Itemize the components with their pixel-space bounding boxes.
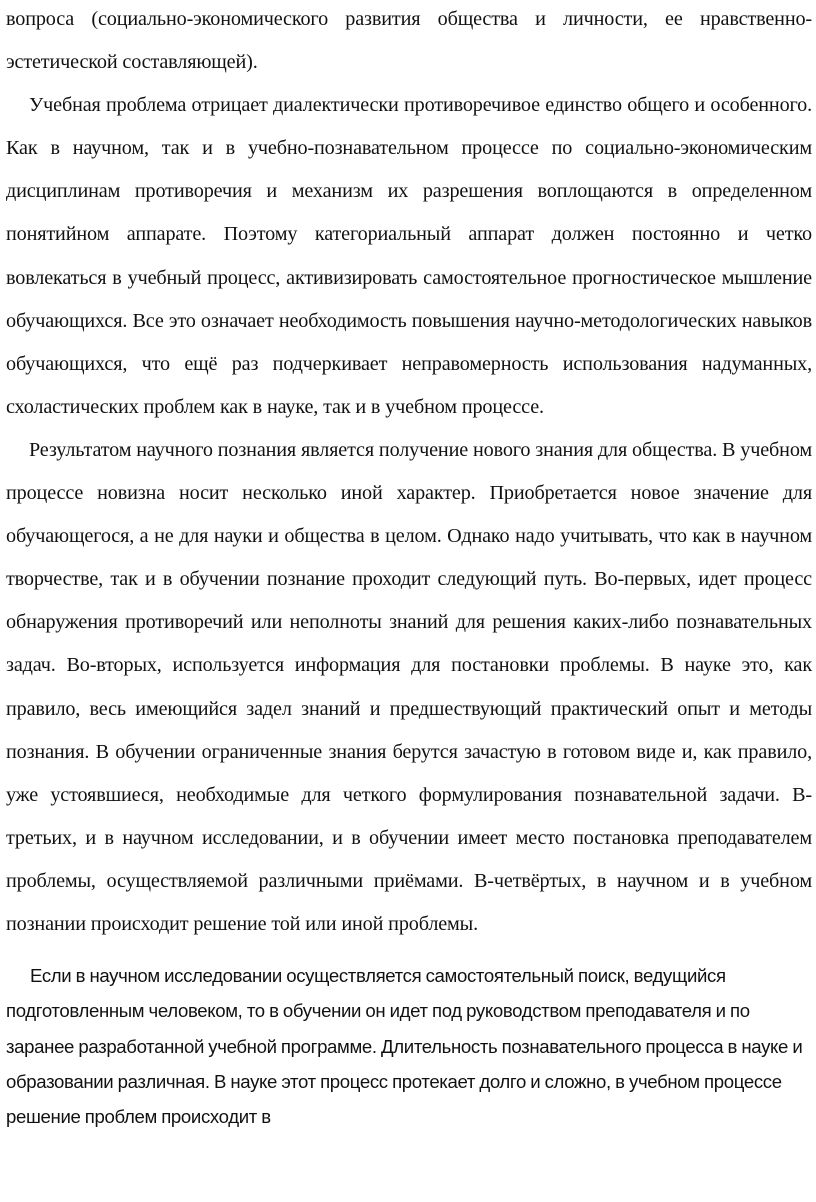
paragraph-continuation: вопроса (социально-экономического развития общества и личности, ее нравственно-эстетической составляющей). xyxy=(6,8,812,74)
paragraph-educational-problem: Учебная проблема отрицает диалектически противоречивое единство общего и особенного. Как в научном, так и в учебно-познавательном процессе по социально-экономическим дисциплинам противоречия и механизм их разрешения воплощаются в определенном понятийном аппарате. Поэтому категориальный аппарат должен постоянно и четко вовлекаться в учебный процесс, активизировать самостоятельное прогностическое мышление обучающихся. Все это означает необходимость повышения научно-методологических навыков обучающихся, что ещё раз подчеркивает неправомерность использования надуманных, схоластических проблем как в науке, так и в учебном процессе. xyxy=(6,94,812,418)
paragraph-scientific-cognition: Результатом научного познания является получение нового знания для общества. В учебном процессе новизна носит несколько иной характер. Приобретается новое значение для обучающегося, а не для науки и общества в целом. Однако надо учитывать, что как в научном творчестве, так и в обучении познание проходит следующий путь. Во-первых, идет процесс обнаружения противоречий или неполноты знаний для решения каких-либо познавательных задач. Во-вторых, используется информация для постановки проблемы. В науке это, как правило, весь имеющийся задел знаний и предшествующий практический опыт и методы познания. В обучении ограниченные знания берутся зачастую в готовом виде и, как правило, уже устоявшиеся, необходимые для четкого формулирования познавательной задачи. В-третьих, и в научном исследовании, и в обучении имеет место постановка преподавателем проблемы, осуществляемой различными приёмами. В-четвёртых, в научном и в учебном познании происходит решение той или иной проблемы. xyxy=(6,438,812,935)
document-page xyxy=(6,0,812,1135)
paragraph-research-vs-learning: Если в научном исследовании осуществляется самостоятельный поиск, ведущийся подготовленным человеком, то в обучении он идет под руководством преподавателя и по заранее разработанной учебной программе. Длительность познавательного процесса в науке и образовании различная. В науке этот процесс протекает долго и сложно, в учебном процессе решение проблем происходит в xyxy=(6,965,803,1128)
